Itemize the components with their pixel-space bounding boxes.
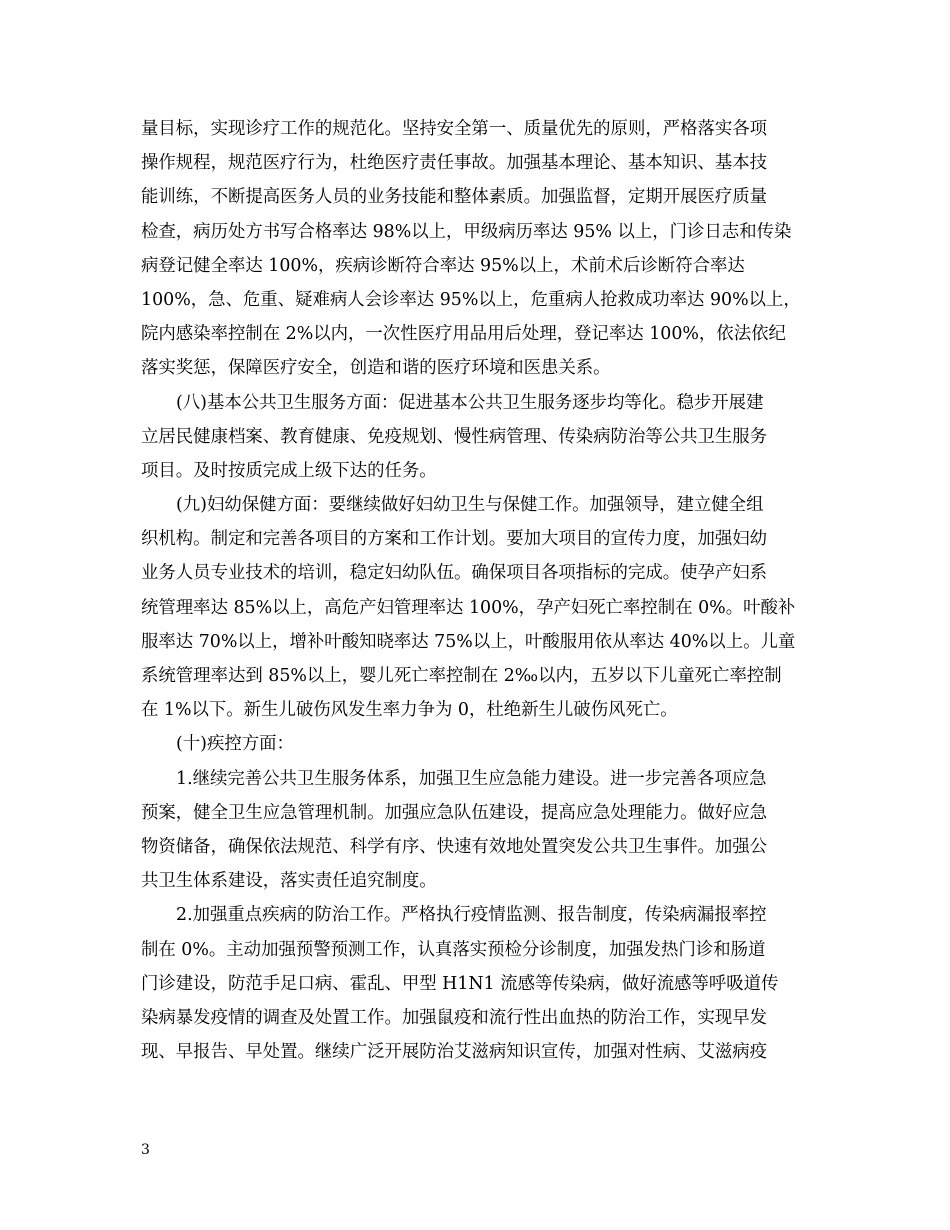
text-line: 2.加强重点疾病的防治工作。严格执行疫情监测、报告制度，传染病漏报率控 [176,905,767,926]
text-line: 业务人员专业技术的培训，稳定妇幼队伍。确保项目各项指标的完成。使孕产妇系 [141,563,768,584]
text-line: (八)基本公共卫生服务方面：促进基本公共卫生服务逐步均等化。稳步开展建 [176,392,764,413]
text-line: 现、早报告、早处置。继续广泛开展防治艾滋病知识宣传，加强对性病、艾滋病疫 [141,1042,768,1063]
document-body [141,112,811,1069]
text-line: 门诊建设，防范手足口病、霍乱、甲型 H1N1 流感等传染病，做好流感等呼吸道传 [141,973,779,994]
text-line: 服率达 70%以上，增补叶酸知晓率达 75%以上，叶酸服用依从率达 40%以上。儿童 [141,631,796,652]
text-line: 预案，健全卫生应急管理机制。加强应急队伍建设，提高应急处理能力。做好应急 [141,802,768,823]
text-line: 能训练，不断提高医务人员的业务技能和整体素质。加强监督，定期开展医疗质量 [141,187,768,208]
paragraph [141,762,811,899]
text-line: 100%，急、危重、疑难病人会诊率达 95%以上，危重病人抢救成功率达 90%以上， [141,289,801,310]
text-line: 操作规程，规范医疗行为，杜绝医疗责任事故。加强基本理论、基本知识、基本技 [141,153,768,174]
paragraph [141,898,811,1069]
text-line: 1.继续完善公共卫生服务体系，加强卫生应急能力建设。进一步完善各项应急 [176,768,767,789]
text-line: 制在 0%。主动加强预警预测工作，认真落实预检分诊制度，加强发热门诊和肠道 [141,939,766,960]
text-line: 统管理率达 85%以上，高危产妇管理率达 100%，孕产妇死亡率控制在 0%。叶酸补 [141,597,796,618]
page-number: 3 [141,1142,150,1158]
text-line: (九)妇幼保健方面：要继续做好妇幼卫生与保健工作。加强领导，建立健全组 [176,495,764,516]
text-line: (十)疾控方面： [176,734,294,755]
text-line: 染病暴发疫情的调查及处置工作。加强鼠疫和流行性出血热的防治工作，实现早发 [141,1007,768,1028]
paragraph [141,112,811,386]
text-line: 检查，病历处方书写合格率达 98%以上，甲级病历率达 95% 以上，门诊日志和传染 [141,221,792,242]
text-line: 共卫生体系建设，落实责任追究制度。 [141,871,437,892]
text-line: 织机构。制定和完善各项目的方案和工作计划。要加大项目的宣传力度，加强妇幼 [141,529,768,550]
text-line: 系统管理率达到 85%以上，婴儿死亡率控制在 2‰以内，五岁以下儿童死亡率控制 [141,666,782,686]
text-line: 物资储备，确保依法规范、科学有序、快速有效地处置突发公共卫生事件。加强公 [141,836,768,857]
text-line: 在 1%以下。新生儿破伤风发生率力争为 0，杜绝新生儿破伤风死亡。 [141,700,678,721]
text-line: 院内感染率控制在 2%以内，一次性医疗用品用后处理，登记率达 100%，依法依纪 [141,324,786,345]
text-line: 立居民健康档案、教育健康、免疫规划、慢性病管理、传染病防治等公共卫生服务 [141,426,768,447]
text-line: 落实奖惩，保障医疗安全，创造和谐的医疗环境和医患关系。 [141,358,611,379]
text-line: 量目标，实现诊疗工作的规范化。坚持安全第一、质量优先的原则，严格落实各项 [141,119,768,139]
paragraph [141,386,811,489]
text-line: 病登记健全率达 100%，疾病诊断符合率达 95%以上，术前术后诊断符合率达 [141,255,745,276]
paragraph [141,727,811,761]
text-line: 项目。及时按质完成上级下达的任务。 [141,460,437,481]
paragraph [141,488,811,727]
